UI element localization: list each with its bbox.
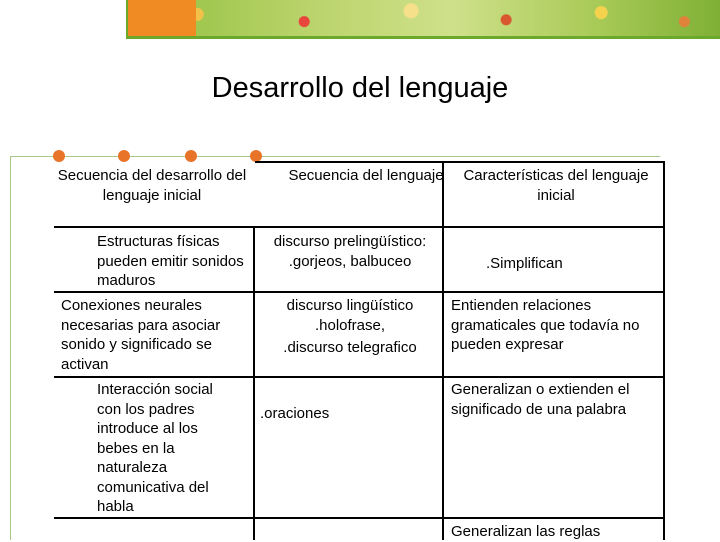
table-cell: .discurso telegrafico (283, 339, 417, 356)
table-row-divider (54, 226, 665, 228)
table-col-divider (442, 161, 444, 540)
table-border-right (663, 161, 665, 540)
table-cell: Entienden relaciones gramaticales que todavía no pueden expresar (451, 297, 640, 353)
table-row-divider (54, 376, 665, 378)
table-header-cell: Secuencia del lenguaje (288, 167, 444, 184)
table-row-divider (54, 291, 665, 293)
table-cell: .oraciones (260, 405, 330, 422)
table-row-divider (54, 517, 665, 519)
frame-top-line (10, 156, 660, 157)
table-cell: discurso lingüístico .holofrase, (286, 297, 414, 334)
banner-divider (126, 0, 128, 36)
table-cell: Generalizan las reglas (451, 523, 601, 540)
table-border-top (255, 161, 665, 163)
banner-accent (126, 0, 196, 36)
bullet-dot (185, 150, 197, 162)
slide-title: Desarrollo del lenguaje (211, 72, 509, 104)
table-cell: Estructuras físicas pueden emitir sonidos maduros (97, 233, 244, 289)
table-cell: .Simplifican (486, 255, 563, 272)
frame-left-line (10, 156, 11, 540)
table-cell: discurso prelingüístico: .gorjeos, balbuceo (273, 233, 427, 270)
table-header-cell: Características del lenguaje inicial (463, 167, 649, 204)
header-banner (126, 0, 720, 39)
bullet-dot (118, 150, 130, 162)
table-cell: Interacción social con los padres introduce al los bebes en la naturaleza comunicativa del habla (97, 381, 213, 515)
table-cell: Generalizan o extienden el significado de una palabra (451, 381, 630, 418)
bullet-dot (53, 150, 65, 162)
table-header-cell: Secuencia del desarrollo del lenguaje inicial (57, 167, 247, 204)
table-col-divider (253, 226, 255, 540)
table-cell: Conexiones neurales necesarias para asociar sonido y significado se activan (61, 297, 221, 373)
